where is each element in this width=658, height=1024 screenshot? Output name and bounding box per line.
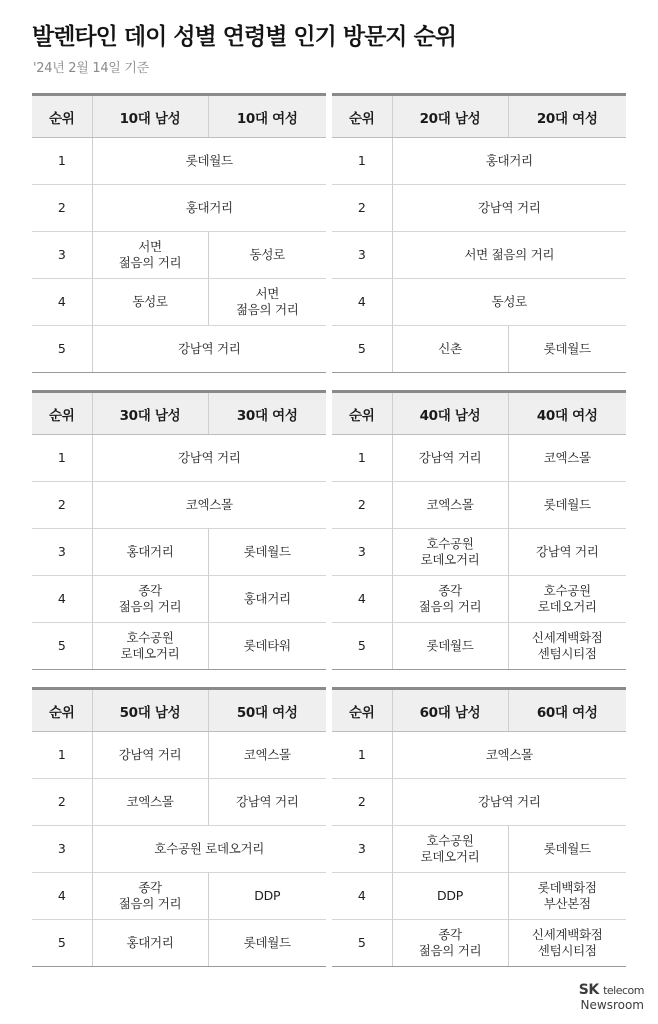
place-cell: 롯데월드 bbox=[508, 482, 626, 529]
rank-cell: 2 bbox=[332, 185, 392, 232]
rank-cell: 3 bbox=[332, 529, 392, 576]
rank-cell: 1 bbox=[32, 732, 92, 779]
place-cell: 코엑스몰 bbox=[208, 732, 326, 779]
place-cell: 홍대거리 bbox=[208, 576, 326, 623]
ranking-table-10s bbox=[32, 93, 326, 373]
table-row bbox=[32, 920, 326, 967]
rank-cell: 4 bbox=[332, 873, 392, 920]
table-row bbox=[32, 326, 326, 373]
place-cell: 강남역 거리 bbox=[92, 435, 326, 482]
rank-cell: 5 bbox=[332, 326, 392, 373]
place-cell: 롯데월드 bbox=[208, 529, 326, 576]
table-row bbox=[332, 873, 626, 920]
rank-cell: 1 bbox=[332, 435, 392, 482]
table-row bbox=[32, 732, 326, 779]
place-cell: 호수공원 로데오거리 bbox=[392, 826, 508, 873]
table-row bbox=[32, 529, 326, 576]
place-cell: 코엑스몰 bbox=[92, 482, 326, 529]
place-cell: 종각 젊음의 거리 bbox=[92, 576, 208, 623]
table-row bbox=[32, 482, 326, 529]
ranking-table bbox=[32, 96, 326, 373]
rank-cell: 4 bbox=[332, 279, 392, 326]
brand-newsroom: Newsroom bbox=[580, 998, 644, 1012]
column-header: 10대 남성 bbox=[92, 96, 208, 138]
table-row bbox=[32, 435, 326, 482]
rank-cell: 2 bbox=[32, 482, 92, 529]
rank-cell: 5 bbox=[332, 623, 392, 670]
place-cell: 롯데월드 bbox=[508, 826, 626, 873]
column-header: 20대 남성 bbox=[392, 96, 508, 138]
place-cell: 롯데백화점 부산본점 bbox=[508, 873, 626, 920]
rank-cell: 5 bbox=[332, 920, 392, 967]
rank-cell: 4 bbox=[32, 576, 92, 623]
rank-cell: 3 bbox=[32, 529, 92, 576]
table-header-row bbox=[32, 96, 326, 138]
rank-cell: 2 bbox=[332, 482, 392, 529]
date-subtitle: '24년 2월 14일 기준 bbox=[33, 61, 149, 76]
table-row bbox=[332, 138, 626, 185]
rank-cell: 3 bbox=[32, 826, 92, 873]
table-row bbox=[332, 826, 626, 873]
table-row bbox=[332, 576, 626, 623]
column-header: 60대 여성 bbox=[508, 690, 626, 732]
place-cell: 강남역 거리 bbox=[392, 779, 626, 826]
table-row bbox=[332, 623, 626, 670]
rank-cell: 3 bbox=[32, 232, 92, 279]
rank-cell: 2 bbox=[332, 779, 392, 826]
place-cell: 코엑스몰 bbox=[392, 732, 626, 779]
place-cell: 강남역 거리 bbox=[208, 779, 326, 826]
page-title: 발렌타인 데이 성별 연령별 인기 방문지 순위 bbox=[32, 24, 456, 50]
place-cell: 강남역 거리 bbox=[392, 185, 626, 232]
table-row bbox=[32, 826, 326, 873]
column-header: 40대 여성 bbox=[508, 393, 626, 435]
ranking-table-60s bbox=[332, 687, 626, 967]
rank-header: 순위 bbox=[332, 96, 392, 138]
ranking-table-30s bbox=[32, 390, 326, 670]
column-header: 60대 남성 bbox=[392, 690, 508, 732]
place-cell: 신촌 bbox=[392, 326, 508, 373]
place-cell: 코엑스몰 bbox=[92, 779, 208, 826]
rank-cell: 5 bbox=[32, 623, 92, 670]
rank-cell: 1 bbox=[32, 435, 92, 482]
place-cell: 롯데월드 bbox=[208, 920, 326, 967]
column-header: 30대 남성 bbox=[92, 393, 208, 435]
table-row bbox=[332, 779, 626, 826]
place-cell: 서면 젊음의 거리 bbox=[208, 279, 326, 326]
rank-cell: 2 bbox=[32, 185, 92, 232]
table-row bbox=[332, 435, 626, 482]
rank-header: 순위 bbox=[32, 690, 92, 732]
table-row bbox=[32, 779, 326, 826]
rank-cell: 1 bbox=[32, 138, 92, 185]
table-row bbox=[32, 873, 326, 920]
place-cell: 호수공원 로데오거리 bbox=[392, 529, 508, 576]
brand-name: SK telecom bbox=[578, 982, 644, 998]
rank-header: 순위 bbox=[32, 96, 92, 138]
rank-cell: 3 bbox=[332, 232, 392, 279]
place-cell: 롯데월드 bbox=[92, 138, 326, 185]
sk-telecom-newsroom-logo bbox=[579, 982, 644, 1012]
place-cell: 롯데월드 bbox=[508, 326, 626, 373]
place-cell: 동성로 bbox=[392, 279, 626, 326]
place-cell: 종각 젊음의 거리 bbox=[392, 920, 508, 967]
table-row bbox=[32, 185, 326, 232]
table-row bbox=[332, 920, 626, 967]
place-cell: 홍대거리 bbox=[92, 185, 326, 232]
table-row bbox=[32, 138, 326, 185]
ranking-table-50s bbox=[32, 687, 326, 967]
table-row bbox=[32, 232, 326, 279]
ranking-table-20s bbox=[332, 93, 626, 373]
rank-cell: 1 bbox=[332, 732, 392, 779]
place-cell: 종각 젊음의 거리 bbox=[392, 576, 508, 623]
rank-cell: 4 bbox=[332, 576, 392, 623]
rank-cell: 4 bbox=[32, 873, 92, 920]
column-header: 10대 여성 bbox=[208, 96, 326, 138]
table-header-row bbox=[332, 393, 626, 435]
place-cell: 롯데월드 bbox=[392, 623, 508, 670]
place-cell: 코엑스몰 bbox=[508, 435, 626, 482]
ranking-table bbox=[332, 690, 626, 967]
place-cell: DDP bbox=[392, 873, 508, 920]
table-row bbox=[332, 732, 626, 779]
place-cell: 강남역 거리 bbox=[92, 326, 326, 373]
column-header: 50대 여성 bbox=[208, 690, 326, 732]
place-cell: 종각 젊음의 거리 bbox=[92, 873, 208, 920]
table-row bbox=[332, 232, 626, 279]
place-cell: 홍대거리 bbox=[392, 138, 626, 185]
place-cell: 코엑스몰 bbox=[392, 482, 508, 529]
place-cell: 롯데타워 bbox=[208, 623, 326, 670]
column-header: 30대 여성 bbox=[208, 393, 326, 435]
rank-cell: 4 bbox=[32, 279, 92, 326]
table-row bbox=[32, 576, 326, 623]
rank-cell: 2 bbox=[32, 779, 92, 826]
table-row bbox=[32, 623, 326, 670]
rank-cell: 1 bbox=[332, 138, 392, 185]
rank-cell: 5 bbox=[32, 920, 92, 967]
ranking-table bbox=[332, 96, 626, 373]
table-row bbox=[332, 529, 626, 576]
column-header: 40대 남성 bbox=[392, 393, 508, 435]
table-row bbox=[332, 185, 626, 232]
rank-cell: 3 bbox=[332, 826, 392, 873]
place-cell: 호수공원 로데오거리 bbox=[92, 826, 326, 873]
place-cell: 서면 젊음의 거리 bbox=[92, 232, 208, 279]
place-cell: 강남역 거리 bbox=[92, 732, 208, 779]
table-row bbox=[332, 279, 626, 326]
table-header-row bbox=[32, 393, 326, 435]
place-cell: 홍대거리 bbox=[92, 529, 208, 576]
place-cell: 동성로 bbox=[208, 232, 326, 279]
place-cell: 동성로 bbox=[92, 279, 208, 326]
table-header-row bbox=[32, 690, 326, 732]
rank-header: 순위 bbox=[332, 690, 392, 732]
rank-header: 순위 bbox=[32, 393, 92, 435]
table-header-row bbox=[332, 96, 626, 138]
rank-cell: 5 bbox=[32, 326, 92, 373]
table-row bbox=[332, 482, 626, 529]
place-cell: DDP bbox=[208, 873, 326, 920]
place-cell: 호수공원 로데오거리 bbox=[508, 576, 626, 623]
column-header: 20대 여성 bbox=[508, 96, 626, 138]
rank-header: 순위 bbox=[332, 393, 392, 435]
place-cell: 신세계백화점 센텀시티점 bbox=[508, 623, 626, 670]
ranking-table bbox=[32, 393, 326, 670]
place-cell: 홍대거리 bbox=[92, 920, 208, 967]
place-cell: 서면 젊음의 거리 bbox=[392, 232, 626, 279]
place-cell: 호수공원 로데오거리 bbox=[92, 623, 208, 670]
column-header: 50대 남성 bbox=[92, 690, 208, 732]
table-row bbox=[32, 279, 326, 326]
place-cell: 강남역 거리 bbox=[392, 435, 508, 482]
place-cell: 신세계백화점 센텀시티점 bbox=[508, 920, 626, 967]
ranking-table bbox=[32, 690, 326, 967]
ranking-table bbox=[332, 393, 626, 670]
place-cell: 강남역 거리 bbox=[508, 529, 626, 576]
table-row bbox=[332, 326, 626, 373]
table-header-row bbox=[332, 690, 626, 732]
ranking-table-40s bbox=[332, 390, 626, 670]
